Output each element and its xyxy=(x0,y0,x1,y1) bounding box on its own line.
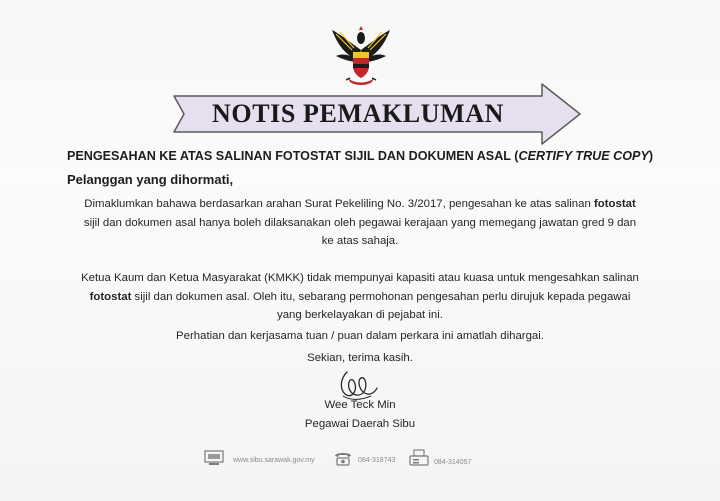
sarawak-crest-icon xyxy=(326,24,396,86)
footer-website: www.sibu.sarawak.gov.my xyxy=(233,457,315,464)
paragraph-1-text-a: Dimaklumkan bahawa berdasarkan arahan Surat Pekeliling No. 3/2017, pengesahan ke atas salinan xyxy=(84,198,594,210)
signatory-title: Pegawai Daerah Sibu xyxy=(304,418,416,430)
paragraph-1-bold: fotostat xyxy=(593,198,636,210)
paragraph-2-bold: fotostat xyxy=(89,290,132,303)
notice-heading xyxy=(0,148,720,164)
paragraph-1-text-b: sijil dan dokumen asal hanya boleh dilaksanakan oleh pegawai kerajaan yang memegang jawatan gred 9 dan ke atas sahaja. xyxy=(83,216,637,247)
page-title: NOTIS PEMAKLUMAN xyxy=(212,99,504,128)
paragraph-2 xyxy=(80,269,640,325)
paragraph-2-text-b: sijil dan dokumen asal. Oleh itu, sebarang permohonan pengesahan perlu dirujuk kepada pegawai yang berkelayakan di pejabat ini. xyxy=(131,290,631,321)
fax-icon xyxy=(408,448,430,468)
greeting: Pelanggan yang dihormati, xyxy=(67,172,234,187)
heading-italic-text: CERTIFY TRUE COPY xyxy=(518,149,649,163)
signatory-name: Wee Teck Min xyxy=(324,399,396,411)
paragraph-1 xyxy=(80,195,640,251)
heading-main-text: PENGESAHAN KE ATAS SALINAN FOTOSTAT SIJIL DAN DOKUMEN ASAL ( xyxy=(66,149,519,163)
footer-fax: 084-314057 xyxy=(434,459,472,466)
telephone-icon xyxy=(332,448,354,468)
heading-close-text: ) xyxy=(648,149,654,163)
paragraph-2-text-a: Ketua Kaum dan Ketua Masyarakat (KMKK) tidak mempunyai kapasiti atau kuasa untuk mengesahkan salinan xyxy=(81,272,639,284)
website-icon xyxy=(203,448,225,468)
paragraph-3: Perhatian dan kerjasama tuan / puan dalam perkara ini amatlah dihargai. xyxy=(176,330,544,342)
closing-text: Sekian, terima kasih. xyxy=(307,352,413,364)
footer-phone: 084-318743 xyxy=(358,457,396,464)
